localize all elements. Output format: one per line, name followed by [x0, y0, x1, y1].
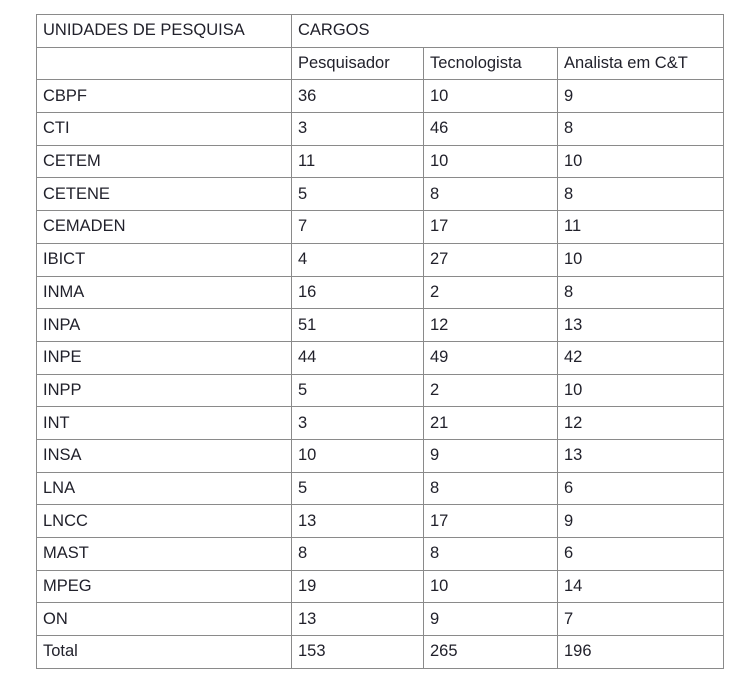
table-row — [37, 505, 724, 538]
value-cell: 8 — [424, 472, 558, 505]
table-row — [37, 178, 724, 211]
table-row — [37, 211, 724, 244]
table-row — [37, 407, 724, 440]
value-cell: 42 — [558, 341, 724, 374]
header-columns-row — [37, 47, 724, 80]
value-cell: 13 — [292, 603, 424, 636]
value-cell: 2 — [424, 374, 558, 407]
value-cell: 3 — [292, 113, 424, 146]
header-cell-cargos-group: CARGOS — [292, 15, 724, 48]
row-label-cell: MPEG — [37, 570, 292, 603]
value-cell: 16 — [292, 276, 424, 309]
value-cell: 13 — [292, 505, 424, 538]
table-row — [37, 113, 724, 146]
value-cell: 44 — [292, 341, 424, 374]
value-cell: 11 — [558, 211, 724, 244]
value-cell: 10 — [424, 80, 558, 113]
value-cell: 13 — [558, 439, 724, 472]
value-cell: 11 — [292, 145, 424, 178]
table-row-total — [37, 636, 724, 669]
value-cell: 6 — [558, 538, 724, 571]
header-cell-tecnologista: Tecnologista — [424, 47, 558, 80]
header-cell-pesquisador: Pesquisador — [292, 47, 424, 80]
value-cell: 3 — [292, 407, 424, 440]
value-cell: 36 — [292, 80, 424, 113]
value-cell: 9 — [424, 603, 558, 636]
table-row — [37, 243, 724, 276]
value-cell: 7 — [558, 603, 724, 636]
value-cell: 10 — [558, 145, 724, 178]
value-cell: 46 — [424, 113, 558, 146]
value-cell: 9 — [558, 80, 724, 113]
value-cell: 12 — [558, 407, 724, 440]
table-row — [37, 570, 724, 603]
value-cell: 4 — [292, 243, 424, 276]
header-cell-empty — [37, 47, 292, 80]
row-label-cell: CETEM — [37, 145, 292, 178]
table-row — [37, 309, 724, 342]
table-row — [37, 374, 724, 407]
table-row — [37, 538, 724, 571]
row-label-cell: INPP — [37, 374, 292, 407]
value-cell: 10 — [424, 145, 558, 178]
page — [36, 14, 724, 669]
value-cell: 5 — [292, 374, 424, 407]
value-cell: 8 — [558, 276, 724, 309]
value-cell: 5 — [292, 178, 424, 211]
value-cell: 51 — [292, 309, 424, 342]
table-row — [37, 276, 724, 309]
table-body — [37, 80, 724, 668]
table-row — [37, 341, 724, 374]
row-label-cell: IBICT — [37, 243, 292, 276]
row-label-cell: INPA — [37, 309, 292, 342]
table-row — [37, 472, 724, 505]
table-header — [37, 15, 724, 80]
value-cell: 12 — [424, 309, 558, 342]
row-label-cell: Total — [37, 636, 292, 669]
value-cell: 5 — [292, 472, 424, 505]
row-label-cell: CBPF — [37, 80, 292, 113]
value-cell: 8 — [424, 178, 558, 211]
row-label-cell: CEMADEN — [37, 211, 292, 244]
value-cell: 8 — [558, 178, 724, 211]
row-label-cell: CTI — [37, 113, 292, 146]
value-cell: 153 — [292, 636, 424, 669]
value-cell: 6 — [558, 472, 724, 505]
row-label-cell: INSA — [37, 439, 292, 472]
value-cell: 8 — [558, 113, 724, 146]
table-row — [37, 80, 724, 113]
row-label-cell: LNA — [37, 472, 292, 505]
value-cell: 17 — [424, 505, 558, 538]
value-cell: 196 — [558, 636, 724, 669]
value-cell: 21 — [424, 407, 558, 440]
research-units-cargos-table — [36, 14, 724, 669]
row-label-cell: LNCC — [37, 505, 292, 538]
value-cell: 9 — [424, 439, 558, 472]
value-cell: 10 — [424, 570, 558, 603]
header-cell-unidades-de-pesquisa: UNIDADES DE PESQUISA — [37, 15, 292, 48]
value-cell: 19 — [292, 570, 424, 603]
row-label-cell: MAST — [37, 538, 292, 571]
value-cell: 265 — [424, 636, 558, 669]
row-label-cell: INT — [37, 407, 292, 440]
value-cell: 10 — [292, 439, 424, 472]
value-cell: 10 — [558, 374, 724, 407]
header-cell-analista-em-ct: Analista em C&T — [558, 47, 724, 80]
value-cell: 17 — [424, 211, 558, 244]
value-cell: 8 — [424, 538, 558, 571]
value-cell: 7 — [292, 211, 424, 244]
row-label-cell: INMA — [37, 276, 292, 309]
row-label-cell: CETENE — [37, 178, 292, 211]
value-cell: 8 — [292, 538, 424, 571]
row-label-cell: ON — [37, 603, 292, 636]
table-row — [37, 603, 724, 636]
table-row — [37, 145, 724, 178]
value-cell: 9 — [558, 505, 724, 538]
value-cell: 2 — [424, 276, 558, 309]
value-cell: 27 — [424, 243, 558, 276]
value-cell: 49 — [424, 341, 558, 374]
value-cell: 10 — [558, 243, 724, 276]
table-row — [37, 439, 724, 472]
header-group-row — [37, 15, 724, 48]
value-cell: 13 — [558, 309, 724, 342]
value-cell: 14 — [558, 570, 724, 603]
row-label-cell: INPE — [37, 341, 292, 374]
